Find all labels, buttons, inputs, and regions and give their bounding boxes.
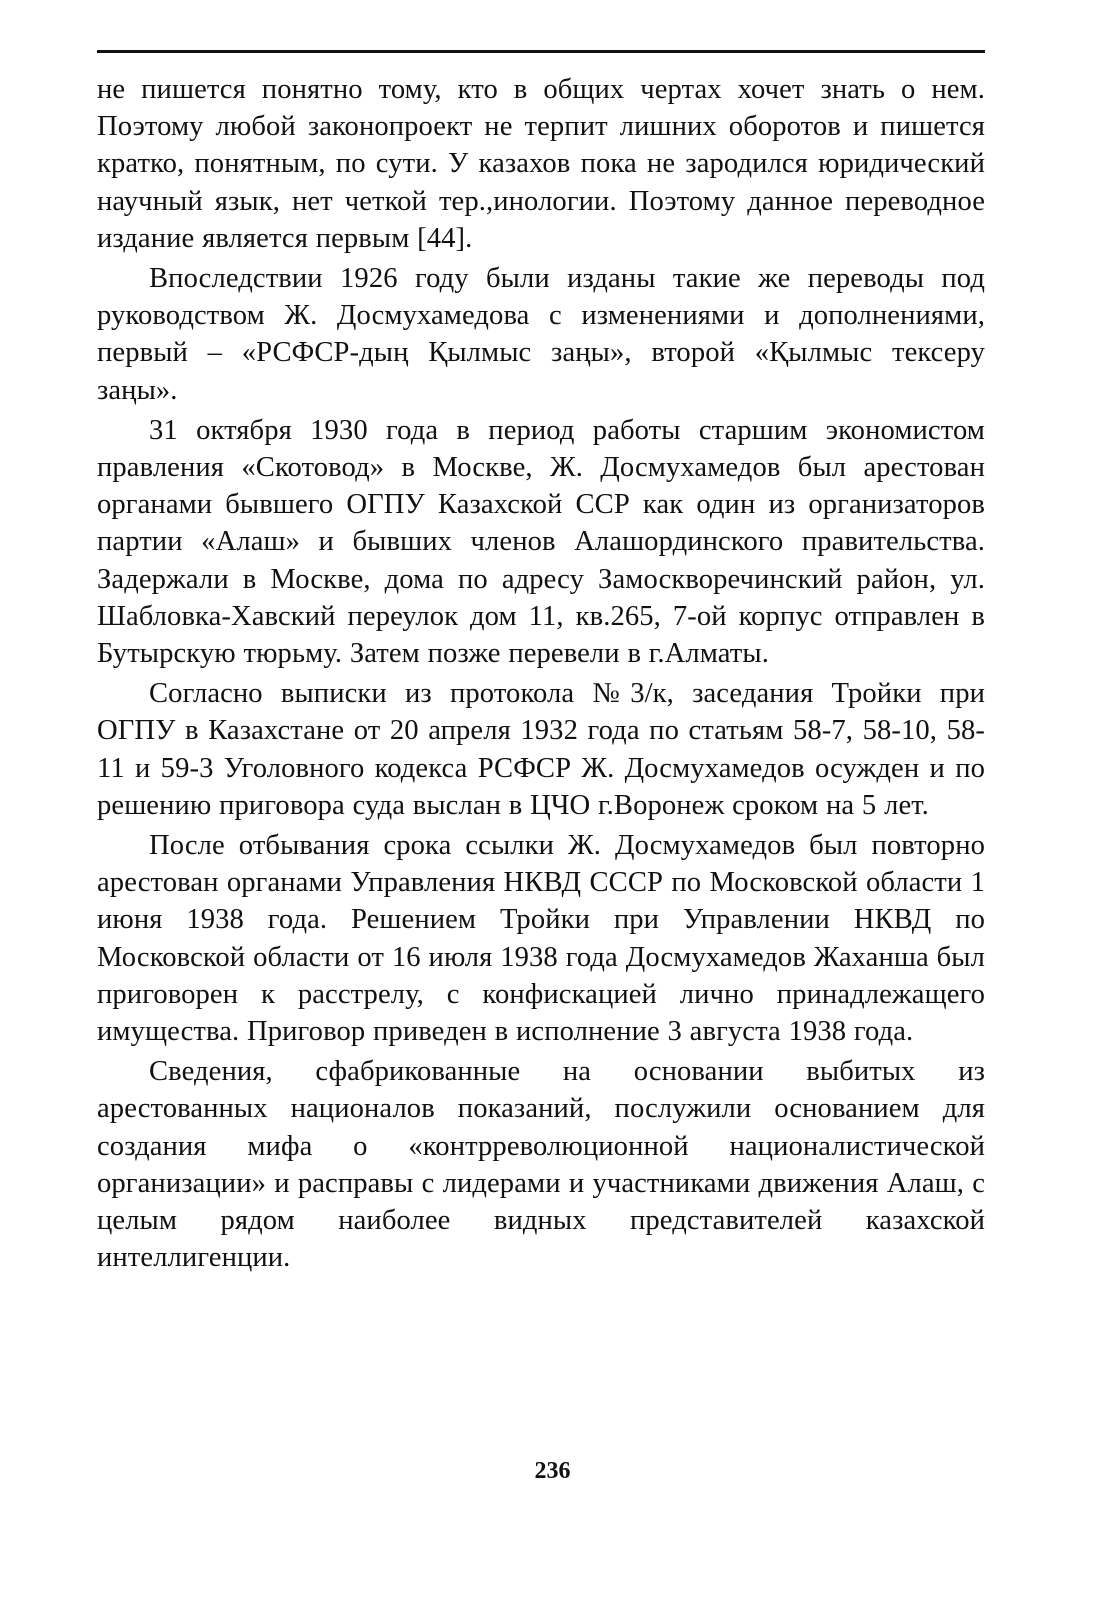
page-number: 236 (534, 1458, 571, 1484)
paragraph-arrest-1938: После отбывания срока ссылки Ж. Досмухамедов был повторно арестован органами Управления НКВД СССР по Московской области 1 июня 1938 года. Решением Тройки при Управлении НКВД по Московской области от 16 июля 1938 года Досмухамедов Жаханша был приговорен к расстрелу, с конфискацией лично принадлежащего имущества. Приговор приведен в исполнение 3 августа 1938 года. (97, 830, 985, 1048)
main-text (97, 71, 985, 1280)
paragraph-alash-repression: Сведения, сфабрикованные на основании выбитых из арестованных националов показаний, послужили основанием для создания мифа о «контрреволюционной националистической организации» и расправы с лидерами и участниками движения Алаш, с целым рядом наиболее видных представителей казахской интеллигенции. (97, 1056, 985, 1274)
paragraph-arrest-1930: 31 октября 1930 года в период работы старшим экономистом правления «Скотовод» в Москве, Ж. Досмухамедов был арестован органами бывшего ОГПУ Казахской ССР как один из организаторов партии «Алаш» и бывших членов Алашординского правительства. Задержали в Москве, дома по адресу Замоскворечинский район, ул. Шабловка-Хавский переулок дом 11, кв.265, 7-ой корпус отправлен в Бутырскую тюрьму. Затем позже перевели в г.Алматы. (97, 414, 985, 670)
header-rule (97, 50, 985, 53)
paragraph-translations-1926: Впоследствии 1926 году были изданы такие же переводы под руководством Ж. Досмухамедова с изменениями и дополнениями, первый – «РСФСР-дың Қылмыс заңы», второй «Қылмыс тексеру заңы». (97, 263, 985, 406)
paragraph-continuation: не пишется понятно тому, кто в общих чертах хочет знать о нем. Поэтому любой законопроект не терпит лишних оборотов и пишется кратко, понятным, по сути. У казахов пока не зародился юридический научный язык, нет четкой тер.,инологии. Поэтому данное переводное издание является первым [44]. (97, 74, 985, 254)
paragraph-sentence-1932: Согласно выписки из протокола №3/к, заседания Тройки при ОГПУ в Казахстане от 20 апреля 1932 года по статьям 58-7, 58-10, 58-11 и 59-3 Уголовного кодекса РСФСР Ж. Досмухамедов осужден и по решению приговора суда выслан в ЦЧО г.Воронеж сроком на 5 лет. (97, 678, 985, 821)
